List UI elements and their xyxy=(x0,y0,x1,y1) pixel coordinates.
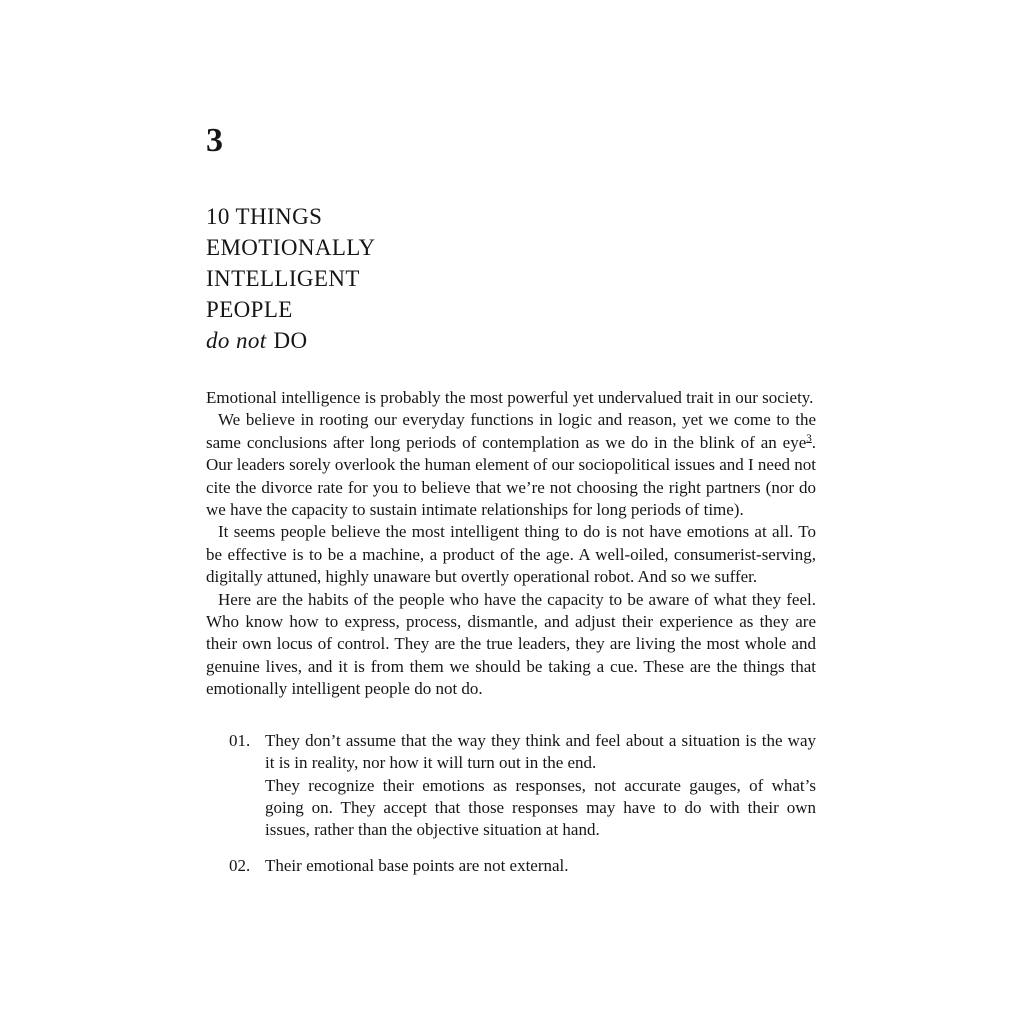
paragraph-machine-age: It seems people believe the most intelligent thing to do is not have emotions at all. To be effective is to be a machine, a product of the age. A well-oiled, consumerist-serving, digitally attuned, highly unaware but overtly operational robot. And so we suffer. xyxy=(206,522,816,587)
chapter-title-caps: DO xyxy=(273,328,308,353)
list-item-body xyxy=(265,855,816,877)
chapter-title-line: 10 THINGS xyxy=(206,204,323,229)
chapter-title-line: PEOPLE xyxy=(206,297,293,322)
chapter-number: 3 xyxy=(206,122,224,159)
paragraph-habits: Here are the habits of the people who have the capacity to be aware of what they feel. Who know how to express, process, dismantle, and adjust their experience as they are their own locus of control. They are the true leaders, they are living the most whole and genuine lives, and it is from them we should be taking a cue. These are the things that emotionally intelligent people do not do. xyxy=(206,589,816,699)
list-item-number: 02. xyxy=(229,855,251,875)
body-text xyxy=(206,387,816,701)
list-item-body xyxy=(265,730,816,842)
chapter-title-last-line xyxy=(206,325,816,356)
list-item-paragraph: Their emotional base points are not external. xyxy=(265,855,569,875)
footnote-reference-link[interactable]: 3 xyxy=(806,432,812,445)
list-item-paragraph: They don’t assume that the way they think and feel about a situation is the way it is in reality, nor how it will turn out in the end. xyxy=(265,730,816,773)
paragraph-logic-reason xyxy=(206,409,816,521)
list-item-paragraph: They recognize their emotions as responses, not accurate gauges, of what’s going on. They accept that those responses may have to do with their own issues, rather than the objective situation at hand. xyxy=(265,775,816,840)
list-item xyxy=(206,730,816,842)
paragraph-text-before-footnote: We believe in rooting our everyday functions in logic and reason, yet we come to the same conclusions after long periods of contemplation as we do in the blink of an eye xyxy=(206,410,816,452)
paragraph-text-after-footnote: . Our leaders sorely overlook the human element of our sociopolitical issues and I need not cite the divorce rate for you to believe that we’re not choosing the right partners (nor do we have the capacity to sustain intimate relationships for long periods of time). xyxy=(206,432,816,520)
chapter-title-line: EMOTIONALLY xyxy=(206,235,376,260)
chapter-title-line: INTELLIGENT xyxy=(206,266,360,291)
list-item xyxy=(206,855,816,877)
numbered-list xyxy=(206,730,816,877)
chapter-title xyxy=(206,201,816,356)
paragraph-intro: Emotional intelligence is probably the most powerful yet undervalued trait in our society. xyxy=(206,388,814,407)
list-item-number: 01. xyxy=(229,730,251,750)
page-content xyxy=(206,122,816,890)
chapter-title-italic: do not xyxy=(206,328,267,353)
